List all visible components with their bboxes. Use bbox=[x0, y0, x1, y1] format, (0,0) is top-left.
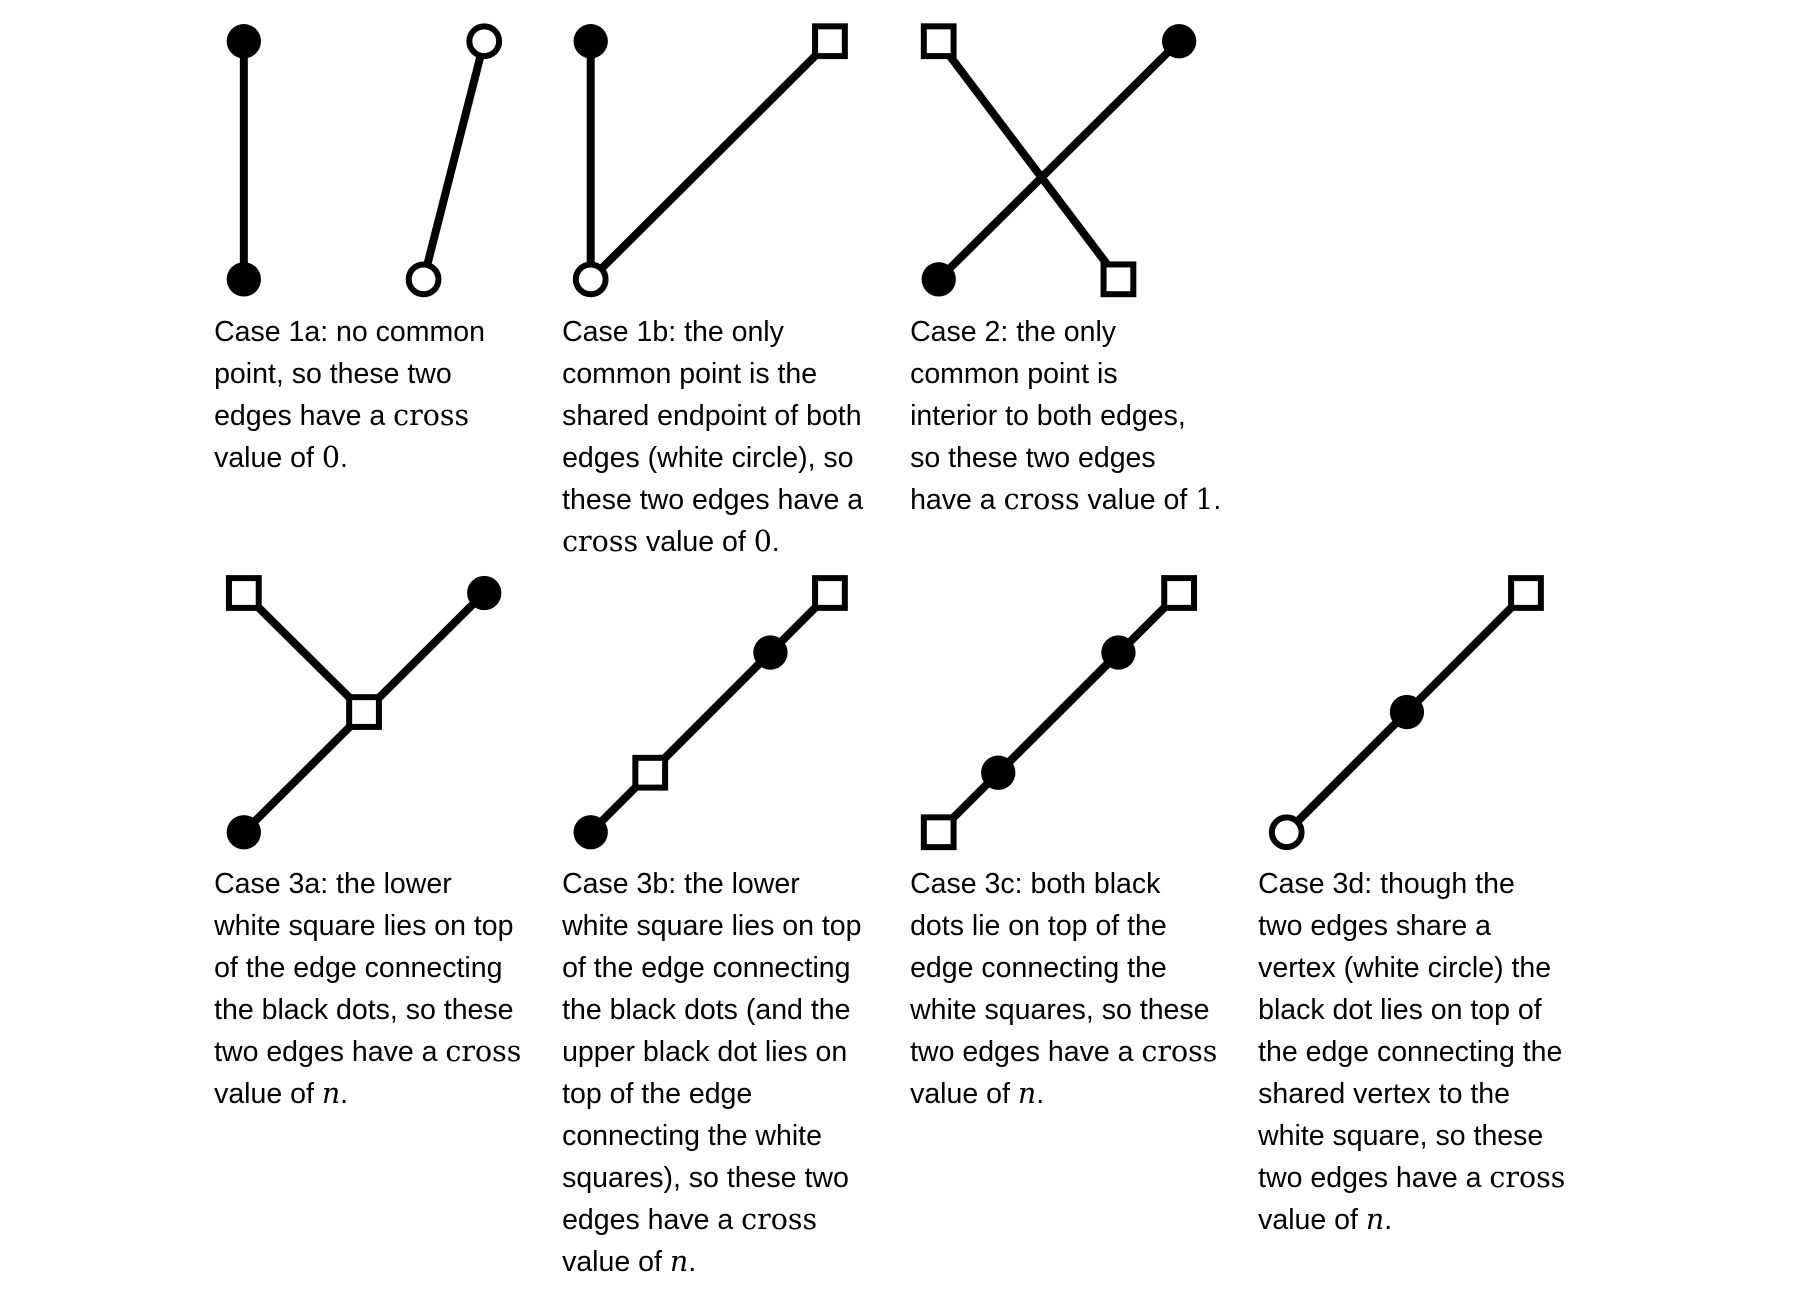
case-3b-caption bbox=[562, 863, 861, 1283]
caption-text: black dot lies on top of bbox=[1258, 994, 1542, 1027]
white-circle-vertex bbox=[576, 264, 606, 294]
caption-text: two edges share a bbox=[1258, 910, 1491, 943]
math-term: cross bbox=[1003, 483, 1080, 517]
case-1a-edge-2 bbox=[424, 41, 485, 279]
case-3d-caption bbox=[1258, 863, 1565, 1241]
caption-text: common point is bbox=[910, 358, 1118, 391]
caption-line bbox=[910, 437, 1221, 479]
case-1a-caption bbox=[214, 311, 485, 479]
case-3b-figure bbox=[574, 578, 845, 849]
caption-text: white square, so these bbox=[1258, 1120, 1544, 1153]
caption-line bbox=[1258, 947, 1565, 989]
white-circle-vertex bbox=[409, 264, 439, 294]
black-dot bbox=[1162, 24, 1196, 58]
black-dot bbox=[227, 262, 261, 296]
caption-text: . bbox=[340, 1078, 349, 1111]
caption-text: Case 1a: no common bbox=[214, 316, 485, 349]
caption-text: value of bbox=[638, 526, 754, 559]
case-3c-caption bbox=[910, 863, 1217, 1115]
black-dot bbox=[467, 576, 501, 610]
caption-line bbox=[1258, 1157, 1565, 1199]
caption-line bbox=[1258, 989, 1565, 1031]
case-1b-caption bbox=[562, 311, 863, 563]
case-3a-figure bbox=[227, 576, 502, 850]
caption-line bbox=[910, 1031, 1217, 1073]
caption-line bbox=[910, 863, 1217, 905]
case-3b-edge-2 bbox=[650, 593, 830, 773]
caption-line bbox=[910, 353, 1221, 395]
caption-text: so these two edges bbox=[910, 442, 1156, 475]
black-dot bbox=[227, 815, 261, 849]
case-3d-figure bbox=[1272, 578, 1541, 847]
caption-text: edges have a bbox=[562, 1204, 742, 1237]
math-term: cross bbox=[562, 525, 639, 559]
white-square-vertex bbox=[924, 817, 954, 847]
white-square-vertex bbox=[924, 26, 954, 56]
math-term: cross bbox=[393, 399, 470, 433]
caption-line bbox=[910, 311, 1221, 353]
caption-line bbox=[562, 437, 863, 479]
caption-line bbox=[910, 479, 1221, 521]
caption-line bbox=[562, 1031, 861, 1073]
case-1b-figure bbox=[574, 24, 845, 294]
caption-text: Case 3c: both black bbox=[910, 868, 1161, 901]
caption-text: dots lie on top of the bbox=[910, 910, 1167, 943]
case-3a-edge-2 bbox=[244, 593, 364, 712]
caption-text: common point is the bbox=[562, 358, 818, 391]
white-square-vertex bbox=[815, 578, 845, 608]
caption-text: value of bbox=[214, 1078, 322, 1111]
white-circle-vertex bbox=[469, 26, 499, 56]
caption-text: connecting the white bbox=[562, 1120, 822, 1153]
black-dot bbox=[227, 24, 261, 58]
math-variable: n bbox=[669, 1245, 689, 1279]
caption-text: squares), so these two bbox=[562, 1162, 849, 1195]
case-2-caption bbox=[910, 311, 1221, 521]
caption-line bbox=[562, 1199, 861, 1241]
math-term: cross bbox=[1141, 1035, 1218, 1069]
black-dot bbox=[753, 635, 787, 669]
caption-line bbox=[214, 947, 521, 989]
caption-line bbox=[214, 311, 485, 353]
math-term: cross bbox=[1489, 1161, 1566, 1195]
caption-line bbox=[562, 521, 863, 563]
caption-text: . bbox=[688, 1246, 697, 1279]
caption-line bbox=[562, 479, 863, 521]
caption-text: Case 2: the only bbox=[910, 316, 1117, 349]
white-square-vertex bbox=[1164, 578, 1194, 608]
white-square-vertex bbox=[815, 26, 845, 56]
caption-text: value of bbox=[214, 442, 322, 475]
caption-text: shared endpoint of both bbox=[562, 400, 862, 433]
case-1a-figure bbox=[227, 24, 499, 296]
caption-line bbox=[562, 395, 863, 437]
caption-line bbox=[214, 989, 521, 1031]
caption-line bbox=[1258, 863, 1565, 905]
case-3a-caption bbox=[214, 863, 521, 1115]
math-variable: n bbox=[321, 1077, 341, 1111]
caption-line bbox=[214, 1031, 521, 1073]
math-variable: n bbox=[1365, 1203, 1385, 1237]
caption-line bbox=[910, 989, 1217, 1031]
caption-text: value of bbox=[910, 1078, 1018, 1111]
caption-line bbox=[562, 905, 861, 947]
case-3c-edge-2 bbox=[939, 593, 1179, 832]
math-term: cross bbox=[445, 1035, 522, 1069]
caption-text: the edge connecting the bbox=[1258, 1036, 1563, 1069]
white-square-vertex bbox=[1511, 578, 1541, 608]
case-2-edge-1 bbox=[939, 41, 1119, 279]
caption-text: shared vertex to the bbox=[1258, 1078, 1510, 1111]
caption-line bbox=[214, 1073, 521, 1115]
caption-text: edge connecting the bbox=[910, 952, 1167, 985]
caption-line bbox=[1258, 1031, 1565, 1073]
math-term: 0 bbox=[753, 525, 772, 559]
white-square-vertex bbox=[1104, 264, 1134, 294]
caption-line bbox=[214, 863, 521, 905]
black-dot bbox=[574, 815, 608, 849]
caption-text: . bbox=[1384, 1204, 1393, 1237]
white-square-vertex bbox=[635, 758, 665, 788]
caption-line bbox=[910, 905, 1217, 947]
case-2-edge-2 bbox=[939, 41, 1179, 279]
caption-text: two edges have a bbox=[214, 1036, 446, 1069]
caption-line bbox=[562, 863, 861, 905]
caption-text: the black dots, so these bbox=[214, 994, 514, 1027]
black-dot bbox=[981, 756, 1015, 790]
caption-text: . bbox=[1213, 484, 1222, 517]
caption-text: . bbox=[771, 526, 780, 559]
caption-text: . bbox=[1036, 1078, 1045, 1111]
caption-line bbox=[214, 437, 485, 479]
caption-text: . bbox=[339, 442, 348, 475]
caption-text: white squares, so these bbox=[910, 994, 1210, 1027]
caption-line bbox=[562, 311, 863, 353]
caption-text: Case 3d: though the bbox=[1258, 868, 1515, 901]
caption-line bbox=[562, 1073, 861, 1115]
caption-line bbox=[1258, 1073, 1565, 1115]
caption-text: two edges have a bbox=[1258, 1162, 1490, 1195]
caption-line bbox=[562, 947, 861, 989]
caption-line bbox=[214, 395, 485, 437]
black-dot bbox=[1101, 635, 1135, 669]
caption-text: these two edges have a bbox=[562, 484, 864, 517]
caption-text: value of bbox=[1258, 1204, 1366, 1237]
case-3c-figure bbox=[924, 578, 1194, 847]
caption-line bbox=[214, 353, 485, 395]
caption-text: interior to both edges, bbox=[910, 400, 1186, 433]
caption-text: upper black dot lies on bbox=[562, 1036, 848, 1069]
caption-text: edges (white circle), so bbox=[562, 442, 854, 475]
caption-text: Case 3a: the lower bbox=[214, 868, 452, 901]
black-dot bbox=[922, 262, 956, 296]
caption-line bbox=[562, 1157, 861, 1199]
caption-text: of the edge connecting bbox=[214, 952, 503, 985]
math-term: 0 bbox=[321, 441, 340, 475]
white-circle-vertex bbox=[1272, 817, 1302, 847]
caption-line bbox=[910, 395, 1221, 437]
caption-text: white square lies on top bbox=[562, 910, 862, 943]
caption-line bbox=[562, 1241, 861, 1283]
white-square-vertex bbox=[229, 578, 259, 608]
math-term: cross bbox=[741, 1203, 818, 1237]
caption-text: value of bbox=[562, 1246, 670, 1279]
caption-line bbox=[562, 353, 863, 395]
caption-line bbox=[910, 1073, 1217, 1115]
caption-text: of the edge connecting bbox=[562, 952, 851, 985]
black-dot bbox=[1390, 695, 1424, 729]
caption-text: Case 1b: the only bbox=[562, 316, 784, 349]
caption-text: point, so these two bbox=[214, 358, 452, 391]
caption-text: edges have a bbox=[214, 400, 394, 433]
caption-text: Case 3b: the lower bbox=[562, 868, 800, 901]
caption-line bbox=[1258, 1199, 1565, 1241]
caption-line bbox=[910, 947, 1217, 989]
caption-line bbox=[562, 1115, 861, 1157]
white-square-vertex bbox=[349, 697, 379, 727]
caption-text: two edges have a bbox=[910, 1036, 1142, 1069]
caption-text: have a bbox=[910, 484, 1004, 517]
caption-line bbox=[1258, 905, 1565, 947]
caption-text: top of the edge bbox=[562, 1078, 753, 1111]
caption-text: vertex (white circle) the bbox=[1258, 952, 1552, 985]
math-variable: n bbox=[1017, 1077, 1037, 1111]
math-term: 1 bbox=[1195, 483, 1214, 517]
caption-line bbox=[562, 989, 861, 1031]
caption-text: white square lies on top bbox=[214, 910, 514, 943]
caption-text: value of bbox=[1079, 484, 1196, 517]
caption-text: the black dots (and the bbox=[562, 994, 851, 1027]
caption-line bbox=[214, 905, 521, 947]
caption-line bbox=[1258, 1115, 1565, 1157]
black-dot bbox=[574, 24, 608, 58]
case-2-figure bbox=[922, 24, 1197, 296]
case-1b-edge-2 bbox=[591, 41, 830, 279]
